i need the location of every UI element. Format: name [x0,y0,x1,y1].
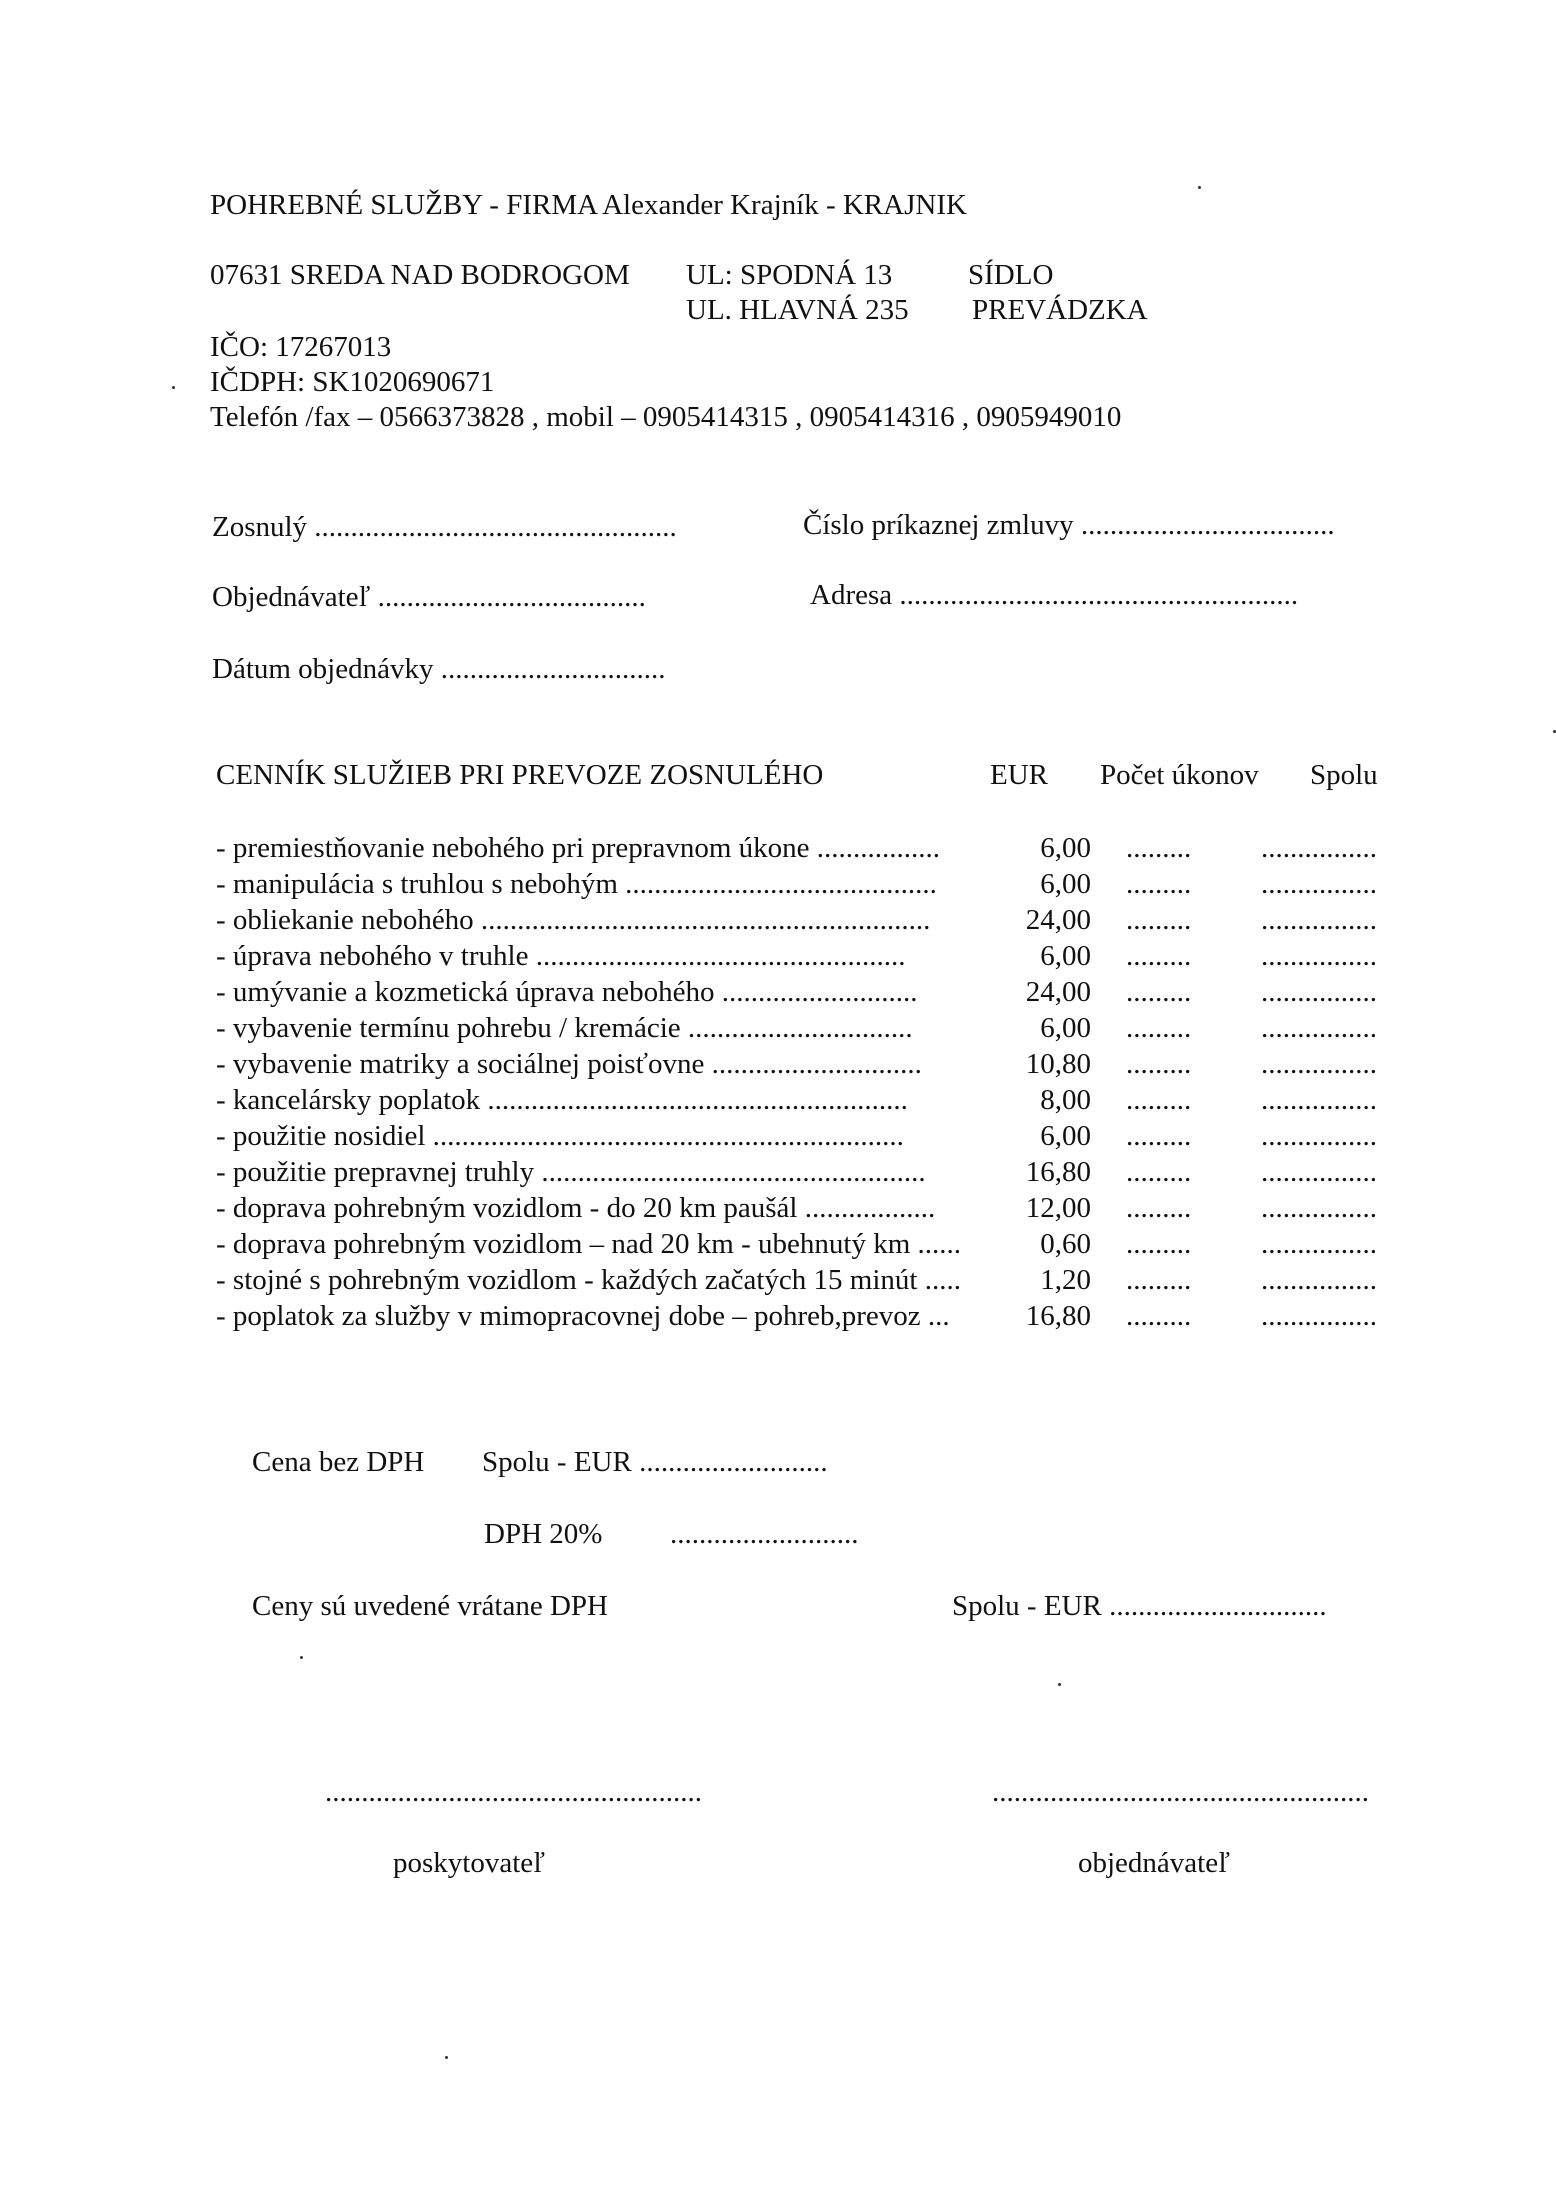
incl-vat-note: Ceny sú uvedené vrátane DPH [252,1590,608,1622]
company-branch-tag: PREVÁDZKA [972,294,1148,326]
item-label: - doprava pohrebným vozidlom – nad 20 km - ubehnutý km ...... [216,1228,962,1260]
item-price: 24,00 [1025,976,1091,1008]
order-date-field: Dátum objednávky ............................... [212,653,666,685]
item-price: 16,80 [1025,1300,1091,1332]
item-total: ................ [1261,940,1377,972]
list-item [216,974,1391,1010]
item-price: 6,00 [1040,1120,1091,1152]
price-without-vat-label: Cena bez DPH [252,1446,425,1478]
item-total: ................ [1261,1048,1377,1080]
column-total: Spolu [1310,759,1378,791]
item-price: 10,80 [1025,1048,1091,1080]
company-ico: IČO: 17267013 [210,331,392,363]
item-label: - vybavenie matriky a sociálnej poisťovne ............................. [216,1048,922,1080]
item-label: - doprava pohrebným vozidlom - do 20 km paušál .................. [216,1192,936,1224]
item-total: ................ [1261,1228,1377,1260]
vat-label: DPH 20% [484,1518,603,1550]
list-item [216,1298,1391,1334]
list-item [216,1226,1391,1262]
item-price: 1,20 [1040,1264,1091,1296]
list-item [216,1154,1391,1190]
item-label: - vybavenie termínu pohrebu / kremácie ............................... [216,1012,913,1044]
orderer-signature-line: .................................................... [992,1776,1369,1808]
item-total: ................ [1261,1192,1377,1224]
item-total: ................ [1261,832,1377,864]
item-price: 6,00 [1040,940,1091,972]
item-count: ......... [1126,940,1192,972]
item-total: ................ [1261,1084,1377,1116]
item-label: - kancelársky poplatok .......................................................... [216,1084,908,1116]
item-count: ......... [1126,1264,1192,1296]
item-label: - premiestňovanie nebohého pri prepravnom úkone ................. [216,832,941,864]
company-seat-tag: SÍDLO [968,259,1054,291]
item-price: 24,00 [1025,904,1091,936]
item-count: ......... [1126,1084,1192,1116]
item-count: ......... [1126,1048,1192,1080]
list-item [216,1118,1391,1154]
company-name: POHREBNÉ SLUŽBY - FIRMA Alexander Krajník - KRAJNIK [210,189,967,221]
column-count: Počet úkonov [1100,759,1259,791]
address-field: Adresa ....................................................... [810,579,1299,611]
list-item [216,1262,1391,1298]
company-city: 07631 SREDA NAD BODROGOM [210,259,630,291]
list-item [216,866,1391,902]
item-total: ................ [1261,976,1377,1008]
item-label: - poplatok za služby v mimopracovnej dobe – pohreb,prevoz ... [216,1300,950,1332]
item-price: 16,80 [1025,1156,1091,1188]
item-total: ................ [1261,1120,1377,1152]
contract-number-field: Číslo príkaznej zmluvy ................................... [803,509,1335,541]
column-eur: EUR [990,759,1048,791]
item-total: ................ [1261,1156,1377,1188]
scan-speck [300,1656,303,1659]
list-item [216,902,1391,938]
item-count: ......... [1126,868,1192,900]
scan-speck [1198,186,1201,189]
sum-eur-field: Spolu - EUR .......................... [482,1446,828,1478]
scan-speck [445,2056,448,2059]
item-label: - manipulácia s truhlou s nebohým ........................................... [216,868,937,900]
item-label: - umývanie a kozmetická úprava nebohého ........................... [216,976,918,1008]
item-count: ......... [1126,1300,1192,1332]
item-count: ......... [1126,976,1192,1008]
item-price: 0,60 [1040,1228,1091,1260]
provider-signature-line: .................................................... [325,1776,702,1808]
company-phone: Telefón /fax – 0566373828 , mobil – 0905414315 , 0905414316 , 0905949010 [210,401,1122,433]
item-total: ................ [1261,904,1377,936]
item-count: ......... [1126,832,1192,864]
orderer-label: objednávateľ [1078,1847,1230,1879]
list-item [216,1010,1391,1046]
item-count: ......... [1126,904,1192,936]
grand-total-field: Spolu - EUR .............................. [952,1590,1327,1622]
item-total: ................ [1261,1300,1377,1332]
item-count: ......... [1126,1228,1192,1260]
item-count: ......... [1126,1120,1192,1152]
list-item [216,830,1391,866]
item-total: ................ [1261,1012,1377,1044]
list-item [216,938,1391,974]
item-price: 12,00 [1025,1192,1091,1224]
list-item [216,1046,1391,1082]
orderer-field: Objednávateľ ..................................... [212,581,646,613]
item-price: 6,00 [1040,868,1091,900]
item-count: ......... [1126,1012,1192,1044]
company-icdph: IČDPH: SK1020690671 [210,366,495,398]
item-label: - obliekanie nebohého .............................................................. [216,904,931,936]
deceased-field: Zosnulý .................................................. [212,511,677,543]
item-price: 6,00 [1040,832,1091,864]
item-price: 8,00 [1040,1084,1091,1116]
item-label: - použitie prepravnej truhly ..................................................... [216,1156,926,1188]
company-address-seat: UL: SPODNÁ 13 [686,259,893,291]
item-price: 6,00 [1040,1012,1091,1044]
item-label: - úprava nebohého v truhle ................................................... [216,940,906,972]
company-address-branch: UL. HLAVNÁ 235 [686,294,909,326]
scan-speck [172,386,175,389]
list-item [216,1082,1391,1118]
item-count: ......... [1126,1192,1192,1224]
pricelist-title: CENNÍK SLUŽIEB PRI PREVOZE ZOSNULÉHO [216,759,824,791]
item-label: - použitie nosidiel ................................................................. [216,1120,904,1152]
item-total: ................ [1261,868,1377,900]
vat-field: .......................... [670,1518,859,1550]
list-item [216,1190,1391,1226]
item-total: ................ [1261,1264,1377,1296]
item-count: ......... [1126,1156,1192,1188]
item-label: - stojné s pohrebným vozidlom - každých začatých 15 minút ..... [216,1264,961,1296]
scan-speck [1058,1683,1061,1686]
provider-label: poskytovateľ [393,1847,545,1879]
